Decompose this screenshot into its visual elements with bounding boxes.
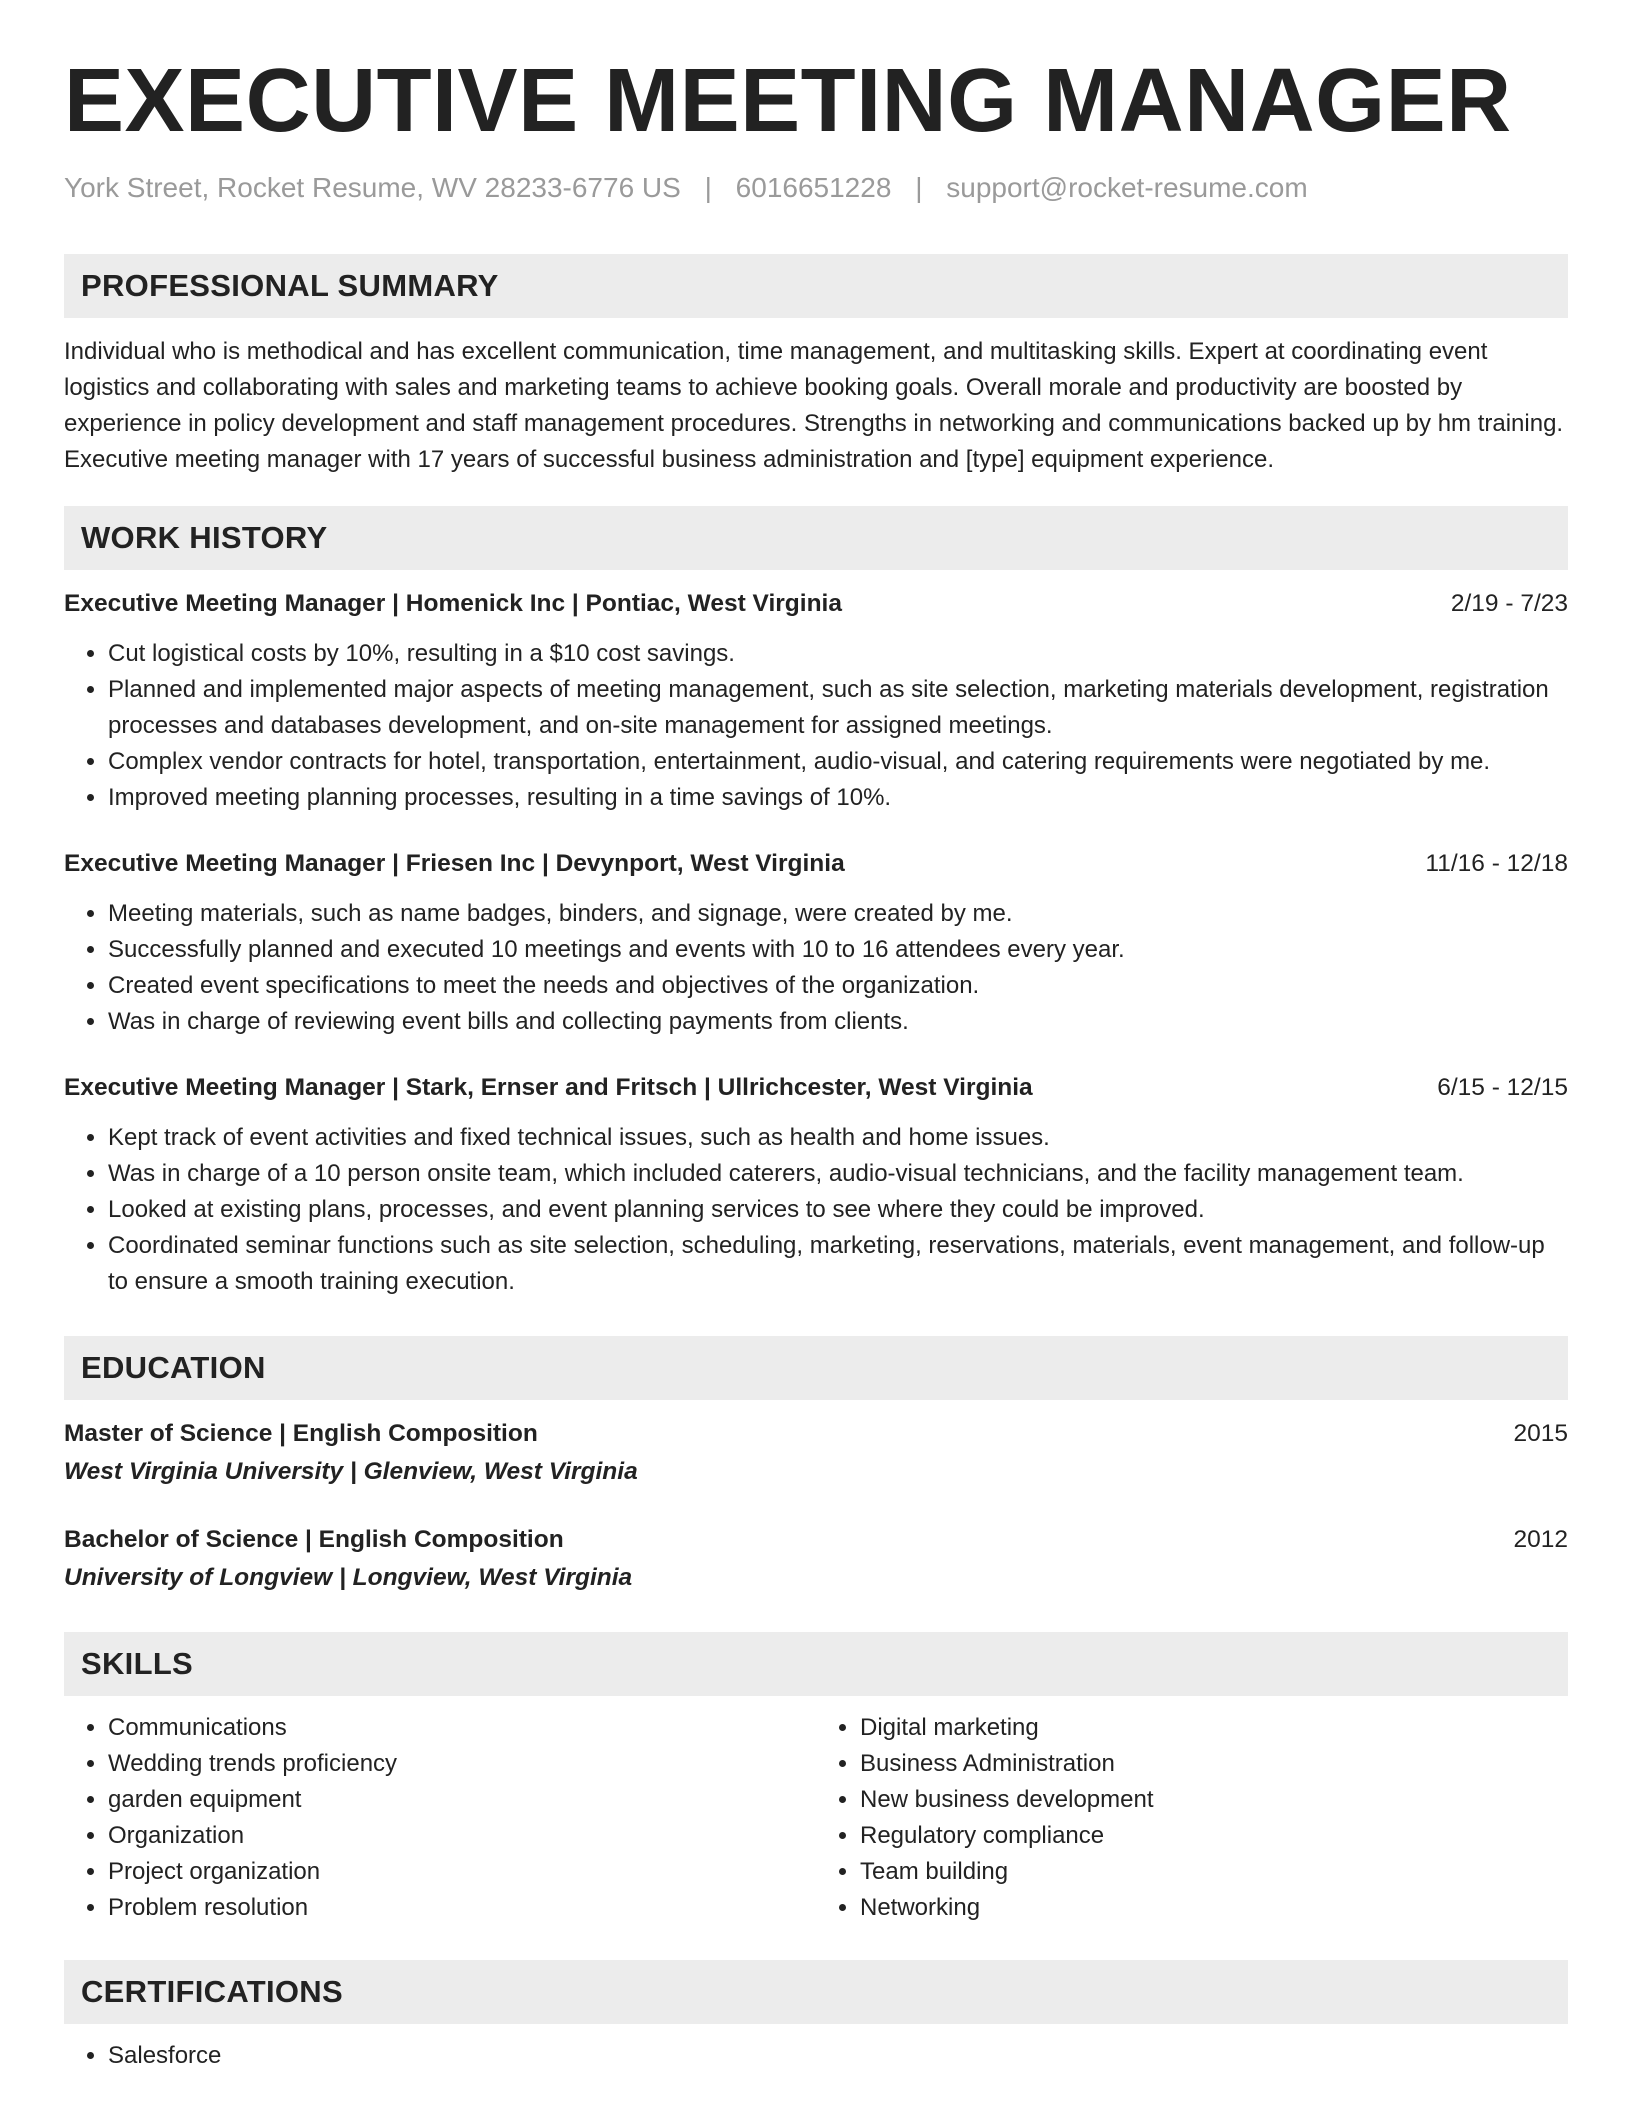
section-heading: CERTIFICATIONS xyxy=(64,1960,1568,2024)
job-bullets xyxy=(64,1120,1568,1300)
section-heading: PROFESSIONAL SUMMARY xyxy=(64,254,1568,318)
list-item: • Wedding trends proficiency xyxy=(108,1746,816,1782)
job-bullets xyxy=(64,896,1568,1040)
job-dates: 2/19 - 7/23 xyxy=(1450,590,1568,617)
separator: | xyxy=(704,172,712,203)
section-heading: EDUCATION xyxy=(64,1336,1568,1400)
list-item: • Meeting materials, such as name badges, binders, and signage, were created by me. xyxy=(108,896,1568,932)
resume-name: EXECUTIVE MEETING MANAGER xyxy=(64,51,1512,151)
list-item: • Kept track of event activities and fixed technical issues, such as health and home issues. xyxy=(108,1120,1568,1156)
certifications-list xyxy=(64,2038,1568,2074)
section-heading: WORK HISTORY xyxy=(64,506,1568,570)
list-item: • Team building xyxy=(860,1854,1568,1890)
list-item: • Digital marketing xyxy=(860,1710,1568,1746)
list-item: • Networking xyxy=(860,1890,1568,1926)
list-item: • garden equipment xyxy=(108,1782,816,1818)
list-item: • Was in charge of a 10 person onsite team, which included caterers, audio-visual technicians, and the facility management team. xyxy=(108,1156,1568,1192)
list-item: • Successfully planned and executed 10 meetings and events with 10 to 16 attendees every year. xyxy=(108,932,1568,968)
list-item: • Coordinated seminar functions such as site selection, scheduling, marketing, reservations, materials, event management, and follow-up to ensure a smooth training execution. xyxy=(108,1228,1568,1300)
education-section xyxy=(64,1336,1568,1598)
education-header xyxy=(64,1416,1568,1452)
list-item: • Salesforce xyxy=(108,2038,1568,2074)
certifications-section xyxy=(64,1960,1568,2074)
work-history-section xyxy=(64,506,1568,1300)
job-entry xyxy=(64,586,1568,816)
education-header xyxy=(64,1522,1568,1558)
list-item: • Organization xyxy=(108,1818,816,1854)
list-item: • Communications xyxy=(108,1710,816,1746)
list-item: • Improved meeting planning processes, resulting in a time savings of 10%. xyxy=(108,780,1568,816)
graduation-year: 2015 xyxy=(1513,1420,1568,1447)
list-item: • Created event specifications to meet the needs and objectives of the organization. xyxy=(108,968,1568,1004)
skills-section xyxy=(64,1632,1568,1926)
graduation-year: 2012 xyxy=(1513,1526,1568,1553)
list-item: • Looked at existing plans, processes, and event planning services to see where they could be improved. xyxy=(108,1192,1568,1228)
section-heading: SKILLS xyxy=(64,1632,1568,1696)
education-entry xyxy=(64,1522,1568,1598)
job-title: Executive Meeting Manager | Stark, Ernser and Fritsch | Ullrichcester, West Virginia xyxy=(64,1074,1033,1101)
separator: | xyxy=(915,172,923,203)
skills-list-left xyxy=(64,1710,816,1926)
job-header xyxy=(64,846,1568,882)
job-bullets xyxy=(64,636,1568,816)
list-item: • Problem resolution xyxy=(108,1890,816,1926)
job-dates: 6/15 - 12/15 xyxy=(1437,1074,1568,1101)
email: support@rocket-resume.com xyxy=(946,172,1308,203)
list-item: • Project organization xyxy=(108,1854,816,1890)
job-title: Executive Meeting Manager | Friesen Inc | Devynport, West Virginia xyxy=(64,850,845,877)
job-header xyxy=(64,1070,1568,1106)
job-entry xyxy=(64,846,1568,1040)
list-item: • Regulatory compliance xyxy=(860,1818,1568,1854)
degree: Bachelor of Science | English Composition xyxy=(64,1526,564,1553)
list-item: • Complex vendor contracts for hotel, transportation, entertainment, audio-visual, and catering requirements were negotiated by me. xyxy=(108,744,1568,780)
job-dates: 11/16 - 12/18 xyxy=(1425,850,1568,877)
list-item: • Business Administration xyxy=(860,1746,1568,1782)
list-item: • Was in charge of reviewing event bills and collecting payments from clients. xyxy=(108,1004,1568,1040)
list-item: • Cut logistical costs by 10%, resulting in a $10 cost savings. xyxy=(108,636,1568,672)
contact-line xyxy=(64,172,1568,204)
phone: 6016651228 xyxy=(735,172,892,203)
skills-list-right xyxy=(816,1710,1568,1926)
list-item: • Planned and implemented major aspects of meeting management, such as site selection, marketing materials development, registration processes and databases development, and on-site management for assigned meetings. xyxy=(108,672,1568,744)
job-header xyxy=(64,586,1568,622)
address: York Street, Rocket Resume, WV 28233-6776 US xyxy=(64,172,681,203)
summary-text: Individual who is methodical and has excellent communication, time management, and multitasking skills. Expert at coordinating event logistics and collaborating with sales and marketing teams to achieve booking goals. Overall morale and productivity are boosted by experience in policy development and staff management procedures. Strengths in networking and communications backed up by hm training. Executive meeting manager with 17 years of successful business administration and [type] equipment experience. xyxy=(64,338,1564,473)
job-entry xyxy=(64,1070,1568,1300)
skills-columns xyxy=(64,1696,1568,1926)
school: University of Longview | Longview, West Virginia xyxy=(64,1564,633,1591)
summary-section xyxy=(64,254,1568,478)
school: West Virginia University | Glenview, West Virginia xyxy=(64,1458,638,1485)
degree: Master of Science | English Composition xyxy=(64,1420,538,1447)
list-item: • New business development xyxy=(860,1782,1568,1818)
education-entry xyxy=(64,1416,1568,1492)
job-title: Executive Meeting Manager | Homenick Inc | Pontiac, West Virginia xyxy=(64,590,842,617)
